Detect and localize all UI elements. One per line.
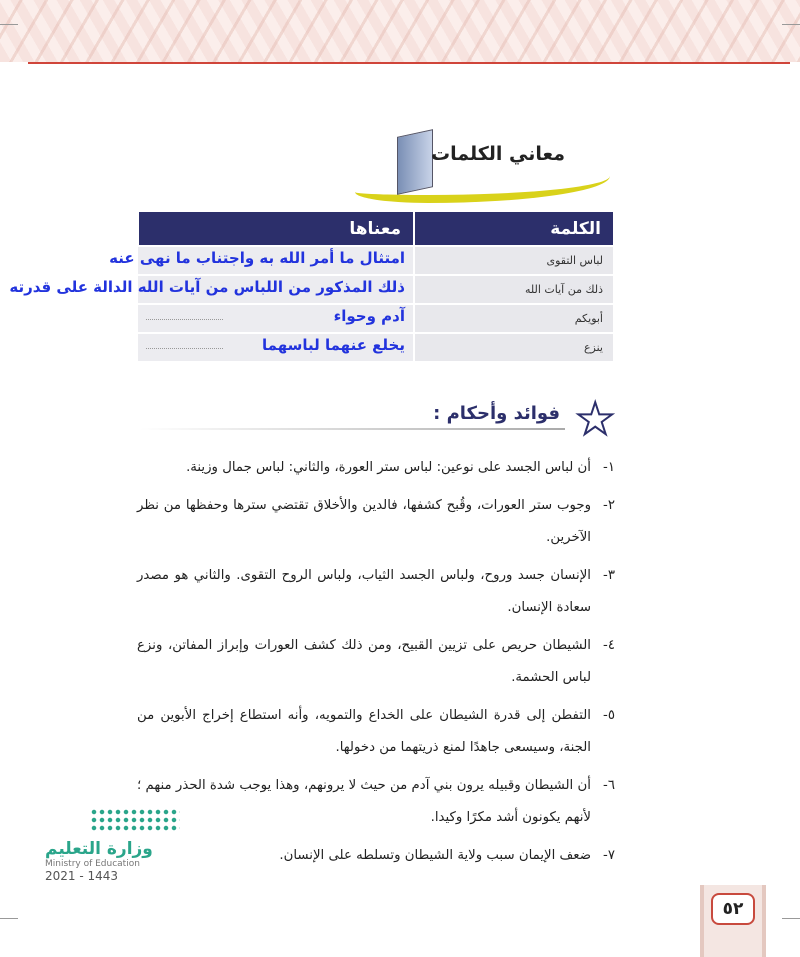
benefits-heading <box>420 395 615 445</box>
table-row <box>138 246 613 275</box>
header-meaning: معناها <box>138 212 414 246</box>
logo-year: 2021 - 1443 <box>45 869 119 883</box>
word-meanings-heading <box>355 125 615 205</box>
list-item: ٥-التفطن إلى قدرة الشيطان على الخداع والتمويه، وأنه استطاع إخراج الأبوين من الجنة، وسيسعى جاهدًا لمنع ذريتهما من دخولها. <box>137 708 615 755</box>
list-item: ٦-أن الشيطان وقبيله يرون بني آدم من حيث لا يرونهم، وهذا يوجب شدة الحذر منهم ؛ لأنهم يكونون أشد مكرًا وكيدا. <box>137 778 615 825</box>
word-cell: أبويكم <box>414 304 613 333</box>
crop-mark <box>782 24 800 25</box>
word-meanings-table <box>9 212 613 361</box>
header-divider <box>28 62 790 64</box>
ministry-logo <box>45 808 185 883</box>
meaning-answer: يخلع عنهما لباسهما <box>262 336 405 354</box>
list-item: ٧-ضعف الإيمان سبب ولاية الشيطان وتسلطه على الإنسان. <box>279 848 615 863</box>
meaning-answer: ذلك المذكور من اللباس من آيات الله الدالة على قدرته <box>9 278 405 296</box>
meaning-answer: آدم وحواء <box>333 307 405 325</box>
logo-ar: وزارة التعليم <box>45 839 153 859</box>
list-item: ٣-الإنسان جسد وروح، ولباس الجسد الثياب، ولباس الروح التقوى. والثاني هو مصدر سعادة الإنسان. <box>137 568 615 615</box>
list-item: ١-أن لباس الجسد على نوعين: لباس ستر العورة، والثاني: لباس جمال وزينة. <box>186 460 615 475</box>
book-icon <box>397 129 433 195</box>
crop-mark <box>0 918 18 919</box>
star-icon: ★ <box>575 394 615 445</box>
section-title: معاني الكلمات <box>430 143 565 165</box>
header-word: الكلمة <box>414 212 613 246</box>
benefits-title: فوائد وأحكام : <box>433 403 560 424</box>
word-cell: لباس التقوى <box>414 246 613 275</box>
page-number-tab <box>700 885 766 957</box>
list-item: ٢-وجوب ستر العورات، وقُبح كشفها، فالدين والأخلاق تقتضي سترها وحفظها من نظر الآخرين. <box>137 498 615 545</box>
benefits-list <box>137 452 615 878</box>
table-row <box>138 275 613 304</box>
page-number: ٥٢ <box>711 893 755 925</box>
meaning-answer: امتثال ما أمر الله به واجتناب ما نهى عنه <box>109 249 405 267</box>
logo-dots-icon <box>90 808 180 833</box>
word-cell: ينزع <box>414 333 613 361</box>
table-row <box>138 333 613 361</box>
crop-mark <box>0 24 18 25</box>
logo-en: Ministry of Education <box>45 859 140 869</box>
crop-mark <box>782 918 800 919</box>
table-row <box>138 304 613 333</box>
list-item: ٤-الشيطان حريص على تزيين القبيح، ومن ذلك كشف العورات وإبراز المفاتن، ونزع لباس الحشمة. <box>137 638 615 685</box>
decorative-header-band <box>0 0 800 62</box>
word-cell: ذلك من آيات الله <box>414 275 613 304</box>
swoosh-decoration <box>355 165 610 203</box>
